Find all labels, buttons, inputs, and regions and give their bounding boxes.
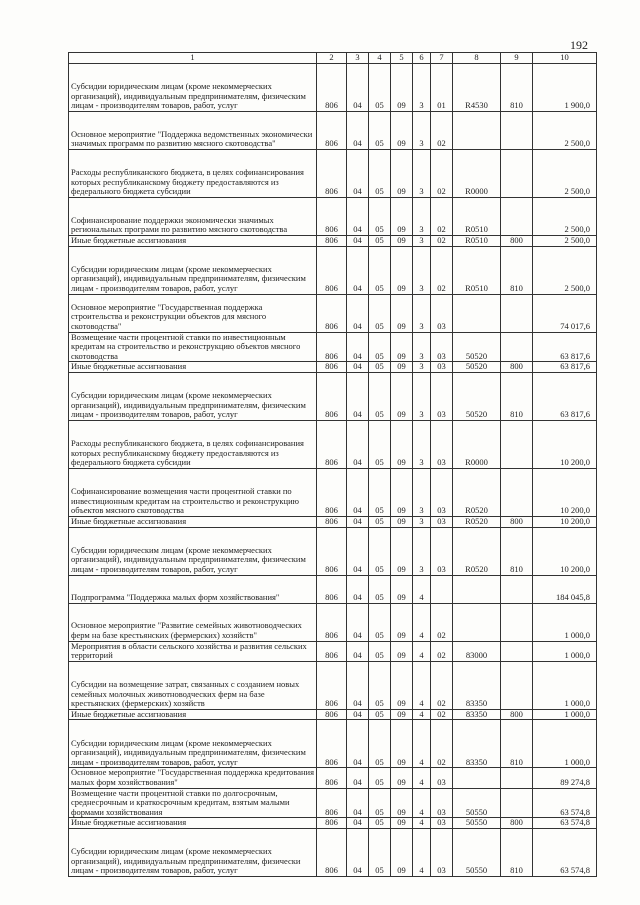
amount-cell: 184 045,8 — [533, 575, 597, 603]
amount-cell: 63 574,8 — [533, 788, 597, 818]
code-cell: 09 — [391, 788, 413, 818]
code-cell: 03 — [431, 420, 453, 468]
code-cell: 04 — [347, 788, 369, 818]
code-cell: 05 — [369, 246, 391, 294]
amount-cell: 1 000,0 — [533, 661, 597, 709]
code-cell: 05 — [369, 420, 391, 468]
table-row — [69, 64, 597, 112]
col-header: 3 — [347, 53, 369, 64]
code-cell: 4 — [413, 768, 431, 788]
code-cell: 810 — [501, 720, 533, 768]
code-cell: 09 — [391, 112, 413, 150]
code-cell: 04 — [347, 828, 369, 876]
code-cell: 04 — [347, 720, 369, 768]
code-cell: 05 — [369, 332, 391, 362]
code-cell: 04 — [347, 768, 369, 788]
code-cell: R0510 — [453, 246, 501, 294]
code-cell — [501, 332, 533, 362]
code-cell: R0510 — [453, 236, 501, 247]
code-cell: 03 — [431, 828, 453, 876]
code-cell: 806 — [317, 246, 347, 294]
amount-cell: 10 200,0 — [533, 516, 597, 527]
code-cell: 05 — [369, 720, 391, 768]
code-cell: 806 — [317, 332, 347, 362]
code-cell: 04 — [347, 362, 369, 373]
code-cell: 806 — [317, 768, 347, 788]
amount-cell: 63 817,6 — [533, 372, 597, 420]
table-row — [69, 372, 597, 420]
code-cell: 04 — [347, 198, 369, 236]
amount-cell: 1 000,0 — [533, 709, 597, 720]
code-cell — [453, 575, 501, 603]
code-cell: 810 — [501, 64, 533, 112]
code-cell: 09 — [391, 768, 413, 788]
code-cell: 02 — [431, 641, 453, 661]
code-cell: 02 — [431, 198, 453, 236]
code-cell: 800 — [501, 818, 533, 829]
code-cell: 83350 — [453, 709, 501, 720]
row-name-cell: Софинансирование возмещения части процентной ставки по инвестиционным кредитам на строительство и реконструкцию объектов мясного скотоводства — [69, 468, 317, 516]
table-row — [69, 362, 597, 373]
table-row — [69, 246, 597, 294]
table-row — [69, 236, 597, 247]
row-name-cell: Иные бюджетные ассигнования — [69, 236, 317, 247]
code-cell: 3 — [413, 64, 431, 112]
code-cell: 03 — [431, 527, 453, 575]
code-cell: 05 — [369, 236, 391, 247]
table-row — [69, 150, 597, 198]
table-row — [69, 768, 597, 788]
code-cell: 02 — [431, 236, 453, 247]
code-cell: R0520 — [453, 468, 501, 516]
col-header: 4 — [369, 53, 391, 64]
col-header: 2 — [317, 53, 347, 64]
code-cell: 806 — [317, 64, 347, 112]
amount-cell: 2 500,0 — [533, 112, 597, 150]
code-cell: 3 — [413, 198, 431, 236]
code-cell: R0510 — [453, 198, 501, 236]
amount-cell: 63 817,6 — [533, 362, 597, 373]
code-cell: 02 — [431, 150, 453, 198]
code-cell: 50520 — [453, 362, 501, 373]
code-cell: 3 — [413, 150, 431, 198]
amount-cell: 10 200,0 — [533, 468, 597, 516]
row-name-cell: Основное мероприятие "Развитие семейных животноводческих ферм на базе крестьянских (фермерских) хозяйств" — [69, 603, 317, 641]
code-cell: R4530 — [453, 64, 501, 112]
code-cell: 4 — [413, 661, 431, 709]
code-cell: 83350 — [453, 661, 501, 709]
code-cell: 09 — [391, 372, 413, 420]
code-cell: 3 — [413, 420, 431, 468]
code-cell: 810 — [501, 372, 533, 420]
table-row — [69, 112, 597, 150]
code-cell: 806 — [317, 527, 347, 575]
code-cell: 05 — [369, 294, 391, 332]
code-cell: 05 — [369, 603, 391, 641]
code-cell: 02 — [431, 603, 453, 641]
table-row — [69, 294, 597, 332]
code-cell: 09 — [391, 661, 413, 709]
row-name-cell: Иные бюджетные ассигнования — [69, 516, 317, 527]
row-name-cell: Иные бюджетные ассигнования — [69, 362, 317, 373]
code-cell: 3 — [413, 362, 431, 373]
code-cell: R0000 — [453, 150, 501, 198]
code-cell: 09 — [391, 468, 413, 516]
code-cell: 04 — [347, 661, 369, 709]
code-cell: 810 — [501, 246, 533, 294]
code-cell: 83350 — [453, 720, 501, 768]
code-cell: 09 — [391, 641, 413, 661]
row-name-cell: Основное мероприятие "Государственная поддержка кредитования малых форм хозяйствования" — [69, 768, 317, 788]
code-cell: 04 — [347, 575, 369, 603]
code-cell: 02 — [431, 709, 453, 720]
col-header: 5 — [391, 53, 413, 64]
amount-cell: 1 900,0 — [533, 64, 597, 112]
code-cell: 03 — [431, 788, 453, 818]
code-cell: 3 — [413, 294, 431, 332]
code-cell: 806 — [317, 603, 347, 641]
col-header: 10 — [533, 53, 597, 64]
amount-cell: 74 017,6 — [533, 294, 597, 332]
code-cell: 09 — [391, 709, 413, 720]
code-cell — [501, 294, 533, 332]
code-cell — [453, 603, 501, 641]
code-cell: 04 — [347, 527, 369, 575]
row-name-cell: Основное мероприятие "Поддержка ведомственных экономически значимых программ по развитию мясного скотоводства" — [69, 112, 317, 150]
code-cell: 03 — [431, 362, 453, 373]
code-cell — [501, 641, 533, 661]
row-name-cell: Субсидии юридическим лицам (кроме некоммерческих организаций), индивидуальным предпринимателям, физическим лицам - производителям товаров, работ, услуг — [69, 527, 317, 575]
code-cell: 04 — [347, 516, 369, 527]
code-cell: 806 — [317, 641, 347, 661]
code-cell: 3 — [413, 372, 431, 420]
code-cell: 04 — [347, 150, 369, 198]
row-name-cell: Расходы республиканского бюджета, в целях софинансирования которых республиканскому бюджету предоставляются из федерального бюджета субсидии — [69, 420, 317, 468]
code-cell — [501, 661, 533, 709]
code-cell — [501, 112, 533, 150]
code-cell: 09 — [391, 720, 413, 768]
code-cell: 3 — [413, 112, 431, 150]
code-cell: 05 — [369, 468, 391, 516]
code-cell: 04 — [347, 818, 369, 829]
table-header-row — [69, 53, 597, 64]
code-cell: 800 — [501, 362, 533, 373]
code-cell: 09 — [391, 236, 413, 247]
code-cell: 09 — [391, 828, 413, 876]
code-cell: 806 — [317, 709, 347, 720]
code-cell — [501, 575, 533, 603]
code-cell: 02 — [431, 112, 453, 150]
table-row — [69, 661, 597, 709]
code-cell: 50550 — [453, 818, 501, 829]
row-name-cell: Субсидии юридическим лицам (кроме некоммерческих организаций), индивидуальным предпринимателям, физическим лицам - производителям товаров, работ, услуг — [69, 720, 317, 768]
code-cell — [431, 575, 453, 603]
code-cell: 83000 — [453, 641, 501, 661]
code-cell: 806 — [317, 720, 347, 768]
col-header: 7 — [431, 53, 453, 64]
code-cell: 800 — [501, 709, 533, 720]
code-cell: 4 — [413, 818, 431, 829]
code-cell: 09 — [391, 362, 413, 373]
amount-cell: 2 500,0 — [533, 236, 597, 247]
code-cell: 810 — [501, 828, 533, 876]
code-cell: 4 — [413, 828, 431, 876]
code-cell: 806 — [317, 575, 347, 603]
col-header: 6 — [413, 53, 431, 64]
code-cell: 04 — [347, 112, 369, 150]
code-cell: 50520 — [453, 332, 501, 362]
code-cell: 05 — [369, 768, 391, 788]
code-cell: 09 — [391, 150, 413, 198]
amount-cell: 1 000,0 — [533, 603, 597, 641]
budget-table — [68, 52, 597, 877]
code-cell: 04 — [347, 64, 369, 112]
table-row — [69, 420, 597, 468]
code-cell: 09 — [391, 420, 413, 468]
code-cell: 09 — [391, 575, 413, 603]
table-row — [69, 332, 597, 362]
code-cell: 09 — [391, 294, 413, 332]
code-cell: 50550 — [453, 788, 501, 818]
code-cell: 3 — [413, 527, 431, 575]
code-cell: 806 — [317, 818, 347, 829]
table-row — [69, 468, 597, 516]
code-cell: 800 — [501, 516, 533, 527]
code-cell — [501, 420, 533, 468]
row-name-cell: Субсидии юридическим лицам (кроме некоммерческих организаций), индивидуальным предпринимателям, физическим лицам - производителям товаров, работ, услуг — [69, 64, 317, 112]
code-cell: 05 — [369, 362, 391, 373]
code-cell: 806 — [317, 294, 347, 332]
code-cell: 04 — [347, 294, 369, 332]
table-row — [69, 575, 597, 603]
code-cell: 04 — [347, 468, 369, 516]
amount-cell: 2 500,0 — [533, 198, 597, 236]
code-cell: 4 — [413, 575, 431, 603]
amount-cell: 2 500,0 — [533, 246, 597, 294]
table-row — [69, 709, 597, 720]
code-cell — [501, 603, 533, 641]
code-cell: 806 — [317, 150, 347, 198]
table-row — [69, 198, 597, 236]
amount-cell: 63 574,8 — [533, 818, 597, 829]
table-row — [69, 818, 597, 829]
code-cell: 03 — [431, 768, 453, 788]
code-cell: 05 — [369, 372, 391, 420]
amount-cell: 1 000,0 — [533, 641, 597, 661]
code-cell: 04 — [347, 641, 369, 661]
code-cell: 4 — [413, 603, 431, 641]
code-cell: 04 — [347, 332, 369, 362]
code-cell: 09 — [391, 332, 413, 362]
row-name-cell: Субсидии юридическим лицам (кроме некоммерческих организаций), индивидуальным предпринимателям, физически лицам - производителям товаров, работ, услуг — [69, 828, 317, 876]
row-name-cell: Мероприятия в области сельского хозяйства и развития сельских территорий — [69, 641, 317, 661]
code-cell — [501, 788, 533, 818]
table-row — [69, 641, 597, 661]
code-cell: 04 — [347, 372, 369, 420]
code-cell — [501, 198, 533, 236]
table-body — [69, 53, 597, 877]
col-header: 8 — [453, 53, 501, 64]
code-cell: 05 — [369, 64, 391, 112]
code-cell: 806 — [317, 236, 347, 247]
row-name-cell: Подпрограмма "Поддержка малых форм хозяйствования" — [69, 575, 317, 603]
code-cell: 806 — [317, 468, 347, 516]
code-cell: 03 — [431, 372, 453, 420]
row-name-cell: Субсидии юридическим лицам (кроме некоммерческих организаций), индивидуальным предпринимателям, физическим лицам - производителям товаров, работ, услуг — [69, 246, 317, 294]
code-cell: 50520 — [453, 372, 501, 420]
code-cell: 3 — [413, 516, 431, 527]
code-cell: 02 — [431, 246, 453, 294]
code-cell: 01 — [431, 64, 453, 112]
code-cell: 4 — [413, 720, 431, 768]
code-cell — [501, 150, 533, 198]
code-cell: 05 — [369, 575, 391, 603]
code-cell: 09 — [391, 198, 413, 236]
amount-cell: 89 274,8 — [533, 768, 597, 788]
code-cell: 05 — [369, 641, 391, 661]
amount-cell: 2 500,0 — [533, 150, 597, 198]
code-cell: 4 — [413, 788, 431, 818]
code-cell: 05 — [369, 150, 391, 198]
code-cell — [453, 294, 501, 332]
col-header: 9 — [501, 53, 533, 64]
amount-cell: 63 817,6 — [533, 332, 597, 362]
code-cell: 09 — [391, 527, 413, 575]
code-cell: 03 — [431, 468, 453, 516]
code-cell: 09 — [391, 64, 413, 112]
code-cell: 05 — [369, 818, 391, 829]
code-cell: R0000 — [453, 420, 501, 468]
code-cell: 806 — [317, 420, 347, 468]
code-cell: 806 — [317, 112, 347, 150]
code-cell: 50550 — [453, 828, 501, 876]
code-cell — [501, 468, 533, 516]
code-cell: 4 — [413, 709, 431, 720]
page-number: 192 — [570, 38, 588, 52]
code-cell: 04 — [347, 420, 369, 468]
code-cell: 04 — [347, 603, 369, 641]
code-cell: 3 — [413, 332, 431, 362]
code-cell: 3 — [413, 236, 431, 247]
code-cell: 05 — [369, 198, 391, 236]
code-cell: 810 — [501, 527, 533, 575]
row-name-cell: Субсидии на возмещение затрат, связанных с созданием новых семейных молочных животноводческих ферм на базе крестьянских (фермерских) хозяйств — [69, 661, 317, 709]
table-row — [69, 527, 597, 575]
row-name-cell: Возмещение части процентной ставки по долгосрочным, среднесрочным и краткосрочным кредитам, взятым малыми формами хозяйствования — [69, 788, 317, 818]
code-cell: 800 — [501, 236, 533, 247]
code-cell: 806 — [317, 661, 347, 709]
code-cell — [453, 768, 501, 788]
row-name-cell: Софинансирование поддержки экономически значимых региональных програми по развитию мясного скотоводства — [69, 198, 317, 236]
code-cell: 04 — [347, 246, 369, 294]
code-cell — [501, 768, 533, 788]
code-cell: 3 — [413, 468, 431, 516]
row-name-cell: Иные бюджетные ассигнования — [69, 709, 317, 720]
code-cell: 4 — [413, 641, 431, 661]
code-cell — [453, 112, 501, 150]
code-cell: 806 — [317, 516, 347, 527]
table-row — [69, 788, 597, 818]
code-cell: 09 — [391, 516, 413, 527]
amount-cell: 1 000,0 — [533, 720, 597, 768]
code-cell: 3 — [413, 246, 431, 294]
code-cell: 03 — [431, 818, 453, 829]
code-cell: 09 — [391, 818, 413, 829]
code-cell: 806 — [317, 788, 347, 818]
row-name-cell: Расходы республиканского бюджета, в целях софинансирования которых республиканскому бюджету предоставляются из федерального бюджета субсидии — [69, 150, 317, 198]
code-cell: 03 — [431, 294, 453, 332]
code-cell: 05 — [369, 661, 391, 709]
code-cell: 09 — [391, 603, 413, 641]
row-name-cell: Основное мероприятие "Государственная поддержка строительства и реконструкции объектов для мясного скотоводства" — [69, 294, 317, 332]
code-cell: 05 — [369, 788, 391, 818]
code-cell: 03 — [431, 332, 453, 362]
code-cell: 05 — [369, 527, 391, 575]
code-cell: R0520 — [453, 527, 501, 575]
code-cell: 02 — [431, 720, 453, 768]
table-row — [69, 828, 597, 876]
code-cell: R0520 — [453, 516, 501, 527]
table-row — [69, 516, 597, 527]
code-cell: 806 — [317, 828, 347, 876]
code-cell: 806 — [317, 362, 347, 373]
code-cell: 05 — [369, 828, 391, 876]
code-cell: 05 — [369, 112, 391, 150]
table-row — [69, 720, 597, 768]
amount-cell: 10 200,0 — [533, 420, 597, 468]
code-cell: 04 — [347, 236, 369, 247]
code-cell: 806 — [317, 372, 347, 420]
code-cell: 09 — [391, 246, 413, 294]
code-cell: 02 — [431, 661, 453, 709]
row-name-cell: Иные бюджетные ассигнования — [69, 818, 317, 829]
table-row — [69, 603, 597, 641]
row-name-cell: Субсидии юридическим лицам (кроме некоммерческих организаций), индивидуальным предпринимателям, физическим лицам - производителям товаров, работ, услуг — [69, 372, 317, 420]
amount-cell: 10 200,0 — [533, 527, 597, 575]
row-name-cell: Возмещение части процентной ставки по инвестиционным кредитам на строительство и реконструкцию объектов мясного скотоводства — [69, 332, 317, 362]
code-cell: 03 — [431, 516, 453, 527]
col-header: 1 — [69, 53, 317, 64]
code-cell: 806 — [317, 198, 347, 236]
code-cell: 05 — [369, 709, 391, 720]
amount-cell: 63 574,8 — [533, 828, 597, 876]
code-cell: 04 — [347, 709, 369, 720]
code-cell: 05 — [369, 516, 391, 527]
